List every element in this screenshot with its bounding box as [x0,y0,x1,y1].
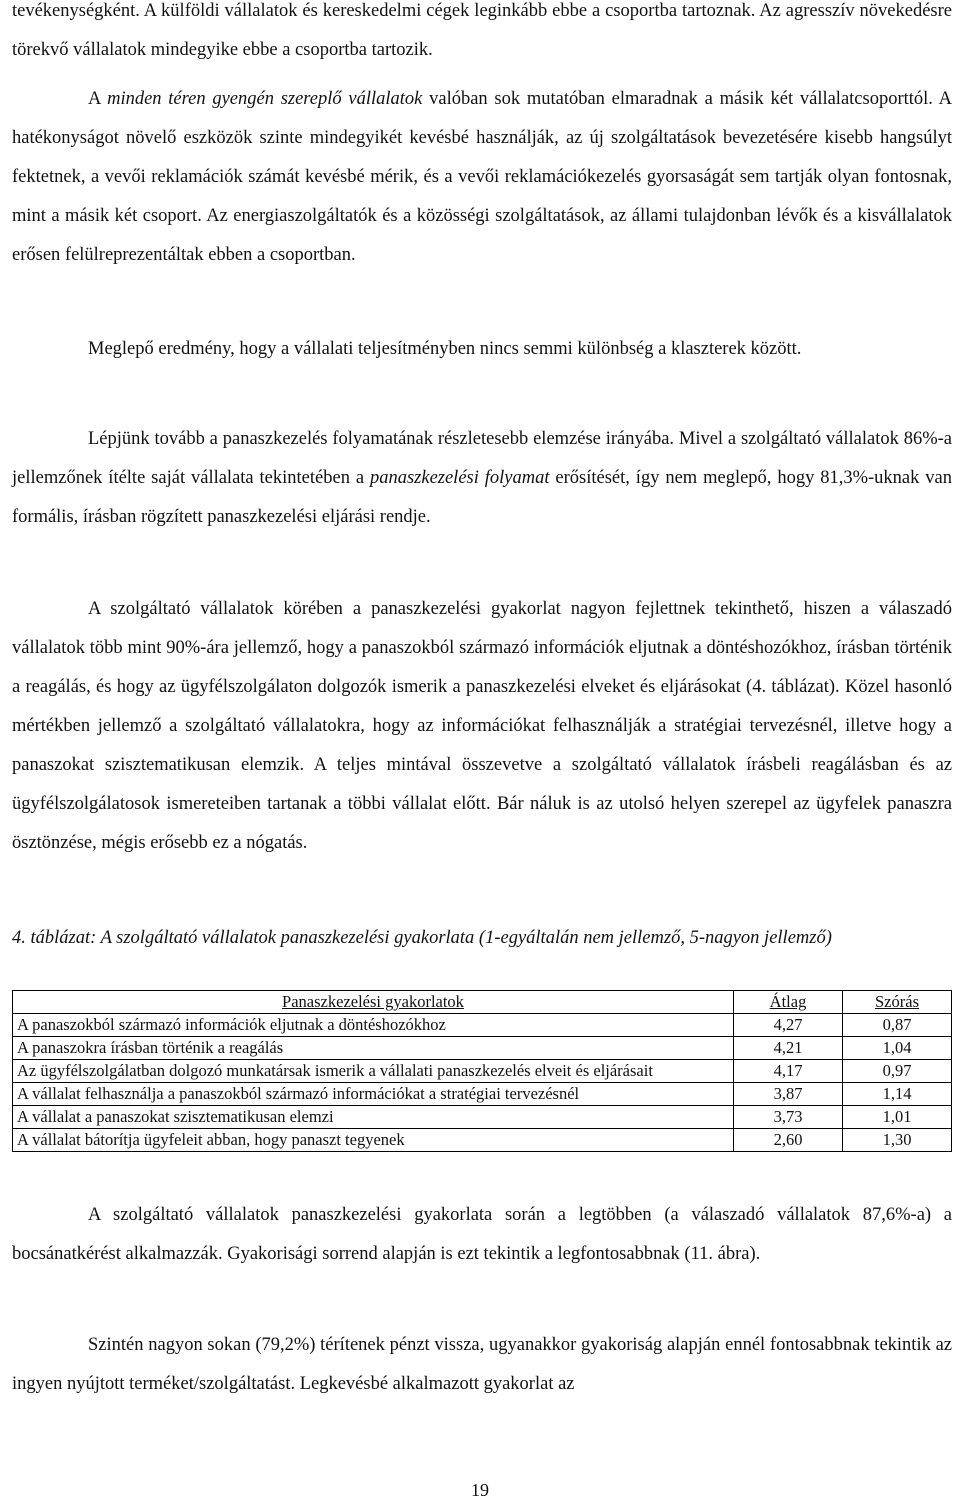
stddev-cell: 0,97 [843,1060,952,1083]
column-header-mean [734,991,843,1014]
emphasis-text: panaszkezelési folyamat [369,468,550,488]
paragraph-3 [12,330,952,369]
practice-cell: A panaszokból származó információk eljutnak a döntéshozókhoz [13,1014,734,1037]
stddev-cell: 1,30 [843,1129,952,1152]
table-row [13,1129,952,1152]
practice-cell: A panaszokra írásban történik a reagálás [13,1037,734,1060]
text-span: valóban sok mutatóban elmaradnak a másik két vállalatcsoporttól. A hatékonyságot növelő eszközök szinte mindegyikét kevésbé használják, az új szolgáltatások bevezetésére kisebb hangsúlyt fektetnek, a vevői reklamációk számát kevésbé mérik, és a vevői reklamációkezelés gyorsaságát sem tartják olyan fontosnak, mint a másik két csoport. Az energiaszolgáltatók és a közösségi szolgáltatások, az állami tulajdonban lévők és a kisvállalatok erősen felülreprezentáltak ebben a csoportban. [12,89,952,265]
mean-cell: 4,17 [734,1060,843,1083]
emphasis-text: minden téren gyengén szereplő vállalatok [107,89,423,109]
paragraph-5 [12,590,952,863]
caption-text: 4. táblázat: A szolgáltató vállalatok panaszkezelési gyakorlata (1-egyáltalán nem jellemző, 5-nagyon jellemző) [12,928,832,948]
table-header-row [13,991,952,1014]
paragraph-text [12,80,952,275]
text-span: Lépjünk tovább a panaszkezelés folyamatának részletesebb elemzése irányába. Mivel a szolgáltató vállalatok 86%-a jellemzőnek ítélte saját vállalata tekintetében a [12,429,952,488]
paragraph-4 [12,420,952,537]
header-label: Szórás [875,992,919,1011]
column-header-practice [13,991,734,1014]
text-span: A [88,89,108,109]
mean-cell: 3,73 [734,1106,843,1129]
paragraph-text: A szolgáltató vállalatok panaszkezelési gyakorlata során a legtöbben (a válaszadó vállalatok 87,6%-a) a bocsánatkérést alkalmazzák. Gyakorisági sorrend alapján is ezt tekintik a legfontosabbnak (11. ábra). [12,1205,952,1264]
text-span: erősítését, így nem meglepő, hogy 81,3%-uknak van formális, írásban rögzített panaszkezelési eljárási rendje. [12,468,952,527]
page-number: 19 [471,1480,489,1500]
table-row [13,1014,952,1037]
table-row [13,1106,952,1129]
mean-cell: 3,87 [734,1083,843,1106]
paragraph-2 [12,80,952,275]
table-row [13,1083,952,1106]
paragraph-6 [12,1196,952,1274]
mean-cell: 4,27 [734,1014,843,1037]
paragraph-text: Szintén nagyon sokan (79,2%) térítenek pénzt vissza, ugyanakkor gyakoriság alapján ennél fontosabbnak tekintik az ingyen nyújtott terméket/szolgáltatást. Legkevésbé alkalmazott gyakorlat az [12,1335,952,1394]
table-row [13,1060,952,1083]
header-label: Átlag [769,992,807,1011]
stddev-cell: 1,01 [843,1106,952,1129]
paragraph-1 [12,0,952,70]
paragraph-text: Meglepő eredmény, hogy a vállalati teljesítményben nincs semmi különbség a klaszterek között. [88,339,802,359]
mean-cell: 2,60 [734,1129,843,1152]
column-header-stddev [843,991,952,1014]
practice-cell: A vállalat a panaszokat szisztematikusan elemzi [13,1106,734,1129]
table-row [13,1037,952,1060]
stddev-cell: 0,87 [843,1014,952,1037]
paragraph-text: A szolgáltató vállalatok körében a panaszkezelési gyakorlat nagyon fejlettnek tekinthető, hiszen a válaszadó vállalatok több mint 90%-ára jellemző, hogy a panaszokból származó információk eljutnak a döntéshozókhoz, írásban történik a reagálás, és hogy az ügyfélszolgálaton dolgozók ismerik a panaszkezelési elveket és eljárásokat (4. táblázat). Közel hasonló mértékben jellemző a szolgáltató vállalatokra, hogy az információkat felhasználják a stratégiai tervezésnél, illetve hogy a panaszokat szisztematikusan elemzik. A teljes mintával összevetve a szolgáltató vállalatok írásbeli reagálásban és az ügyfélszolgálatosok ismereteiben tartanak a többi vállalat előtt. Bár náluk is az utolsó helyen szerepel az ügyfelek panaszra ösztönzése, mégis erősebb ez a nógatás. [12,599,952,853]
practice-cell: A vállalat bátorítja ügyfeleit abban, hogy panaszt tegyenek [13,1129,734,1152]
practices-table-wrapper [12,990,952,1152]
practices-table [12,990,952,1152]
stddev-cell: 1,14 [843,1083,952,1106]
mean-cell: 4,21 [734,1037,843,1060]
stddev-cell: 1,04 [843,1037,952,1060]
paragraph-7 [12,1326,952,1404]
header-label: Panaszkezelési gyakorlatok [282,992,464,1011]
paragraph-text [12,420,952,537]
practice-cell: Az ügyfélszolgálatban dolgozó munkatársak ismerik a vállalati panaszkezelés elveit és eljárásait [13,1060,734,1083]
paragraph-text: tevékenységként. A külföldi vállalatok és kereskedelmi cégek leginkább ebbe a csoportba tartoznak. Az agresszív növekedésre törekvő vállalatok mindegyike ebbe a csoportba tartozik. [12,1,952,60]
table-caption [12,926,952,950]
practice-cell: A vállalat felhasználja a panaszokból származó információkat a stratégiai tervezésnél [13,1083,734,1106]
